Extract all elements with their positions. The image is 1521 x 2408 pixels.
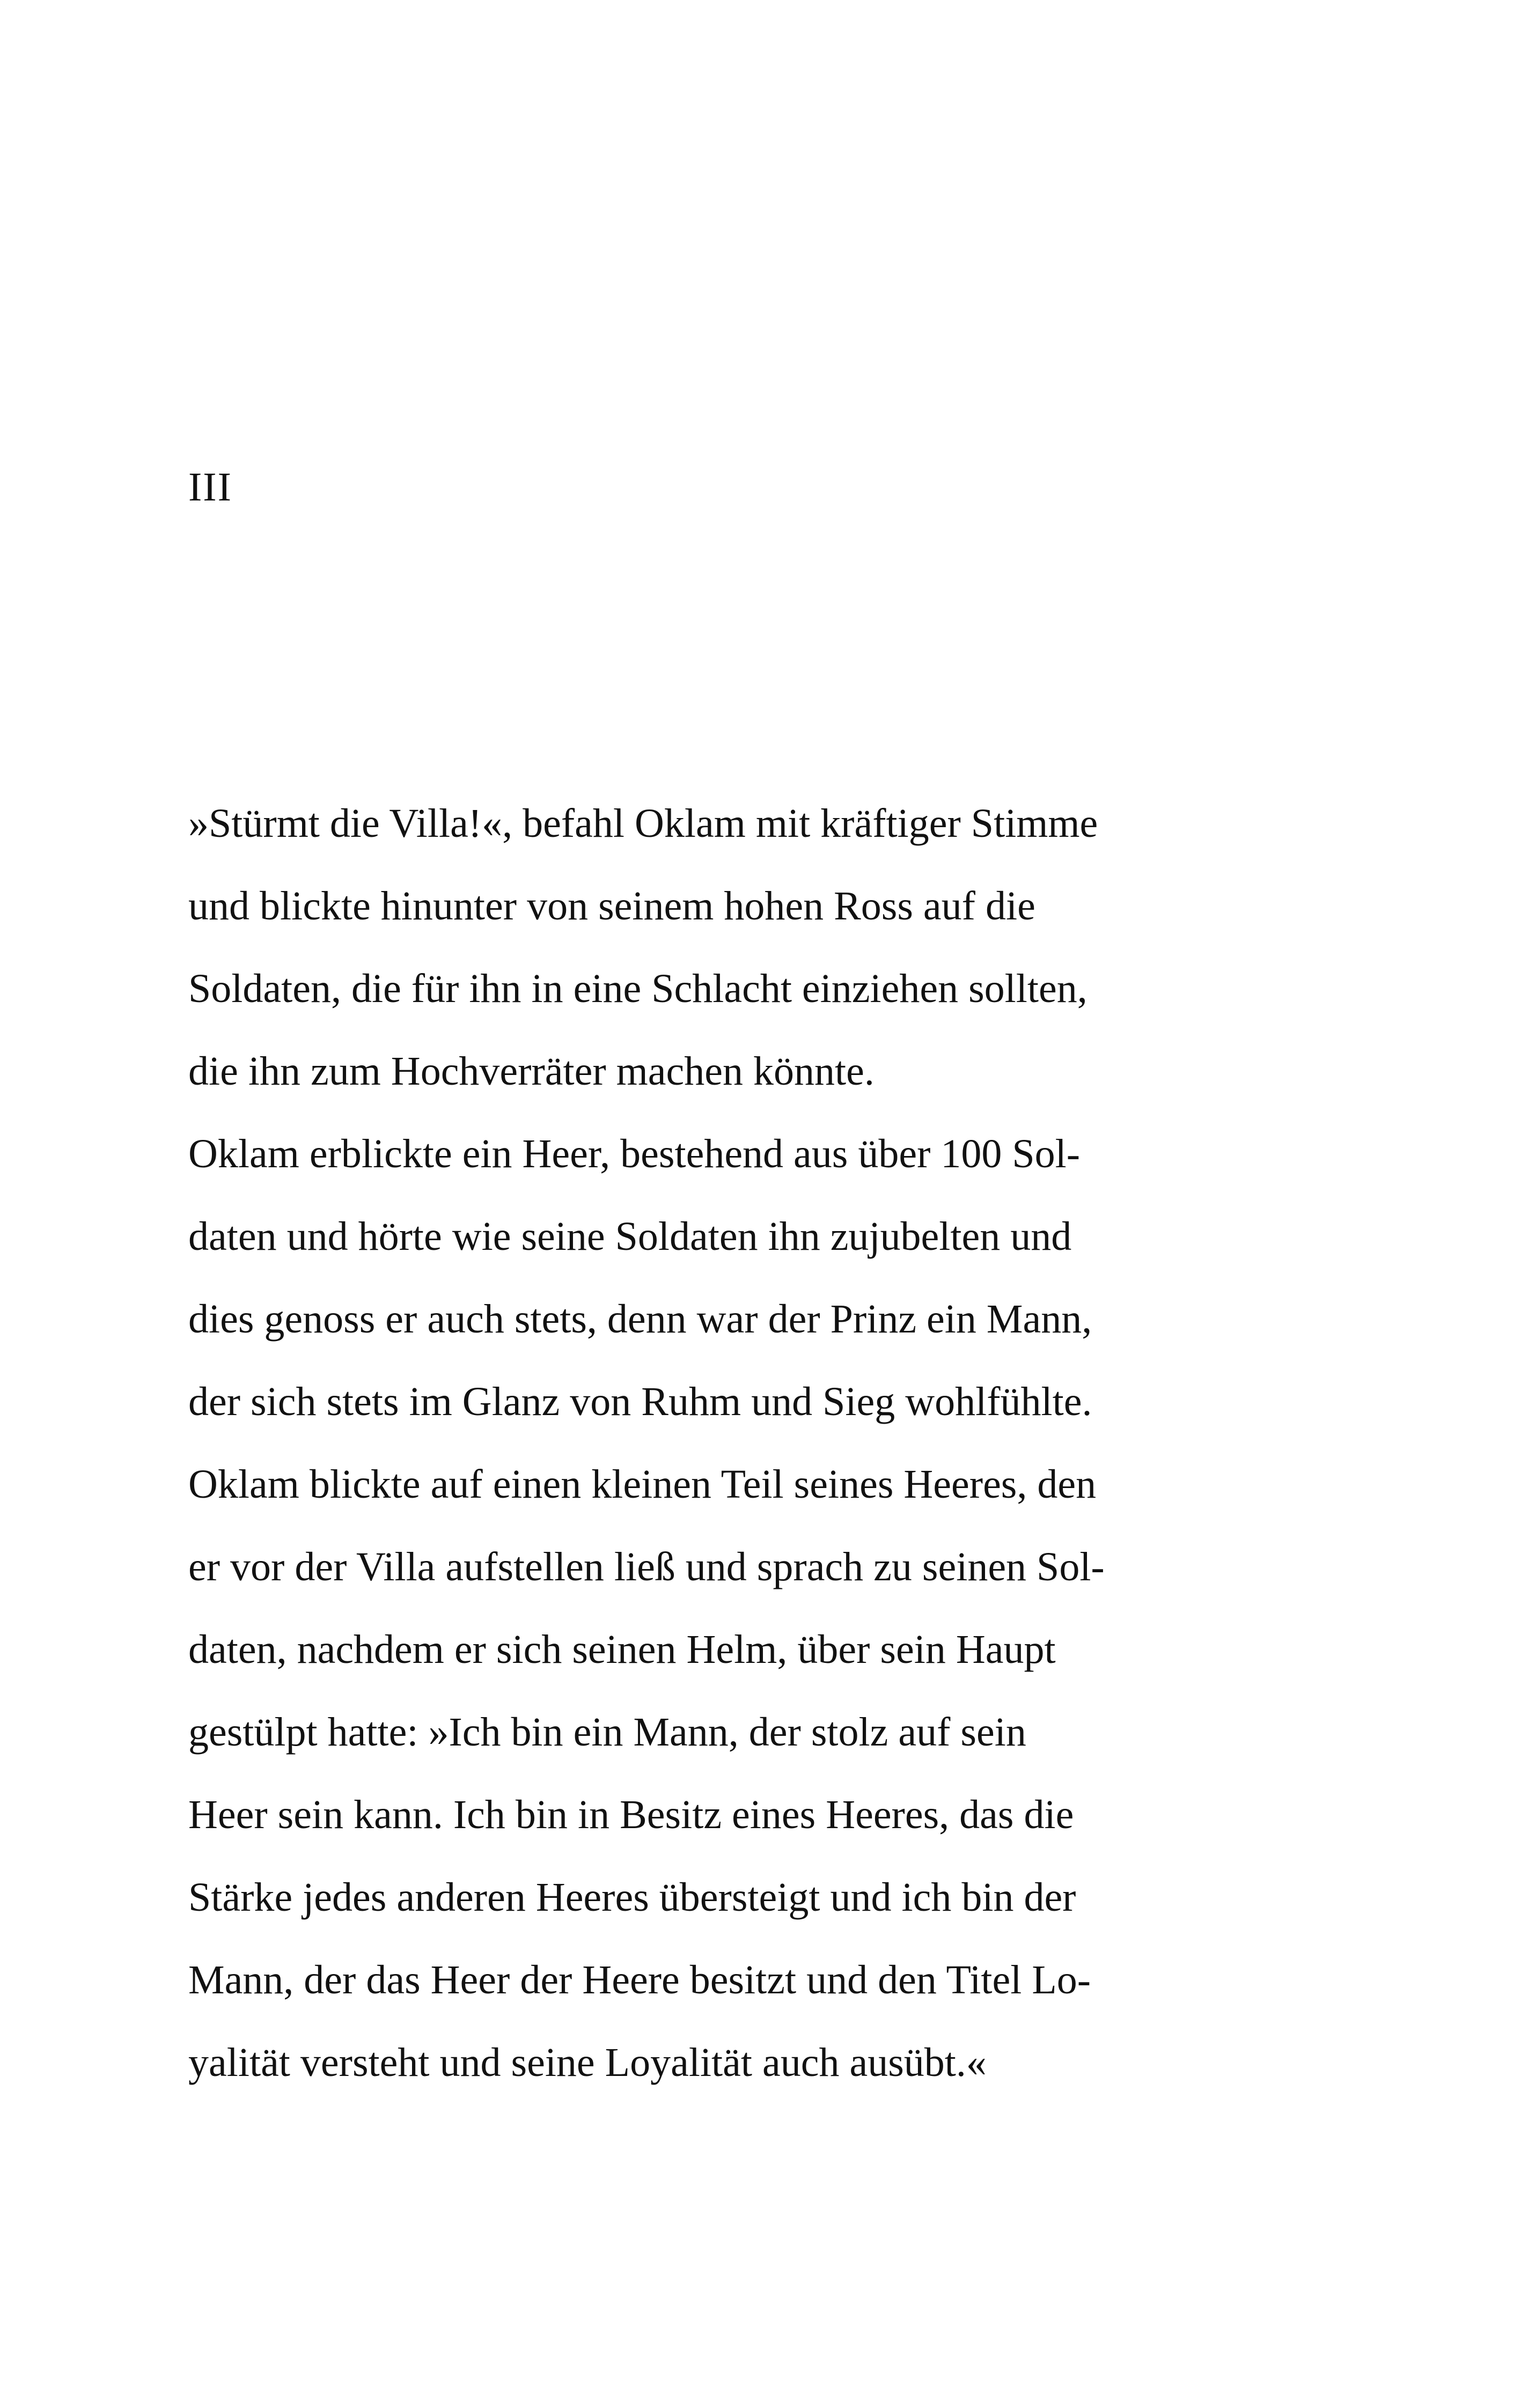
text-line: Heer sein kann. Ich bin in Besitz eines Heeres, das die [188,1792,1074,1837]
text-line: die ihn zum Hochverräter machen könnte. [188,1049,875,1094]
text-line: Soldaten, die für ihn in eine Schlacht einziehen sollten, [188,966,1088,1011]
text-line: Stärke jedes anderen Heeres übersteigt und ich bin der [188,1875,1076,1920]
text-line: »Stürmt die Villa!«, befahl Oklam mit kräftiger Stimme [188,801,1098,846]
text-line: und blickte hinunter von seinem hohen Ross auf die [188,883,1035,929]
text-line: daten, nachdem er sich seinen Helm, über sein Haupt [188,1627,1056,1672]
text-line: Mann, der das Heer der Heere besitzt und den Titel Lo- [188,1957,1091,2002]
text-line: daten und hörte wie seine Soldaten ihn zujubelten und [188,1214,1072,1259]
text-line: er vor der Villa aufstellen ließ und sprach zu seinen Sol- [188,1544,1105,1589]
text-line: gestülpt hatte: »Ich bin ein Mann, der stolz auf sein [188,1710,1026,1755]
text-line: dies genoss er auch stets, denn war der Prinz ein Mann, [188,1297,1092,1342]
text-line: der sich stets im Glanz von Ruhm und Sieg wohlfühlte. [188,1379,1092,1424]
body-text [188,782,1315,2104]
text-line: Oklam blickte auf einen kleinen Teil seines Heeres, den [188,1462,1097,1507]
chapter-heading: III [188,465,232,510]
text-line: yalität versteht und seine Loyalität auch ausübt.« [188,2040,987,2085]
text-line: Oklam erblickte ein Heer, bestehend aus über 100 Sol- [188,1131,1081,1176]
